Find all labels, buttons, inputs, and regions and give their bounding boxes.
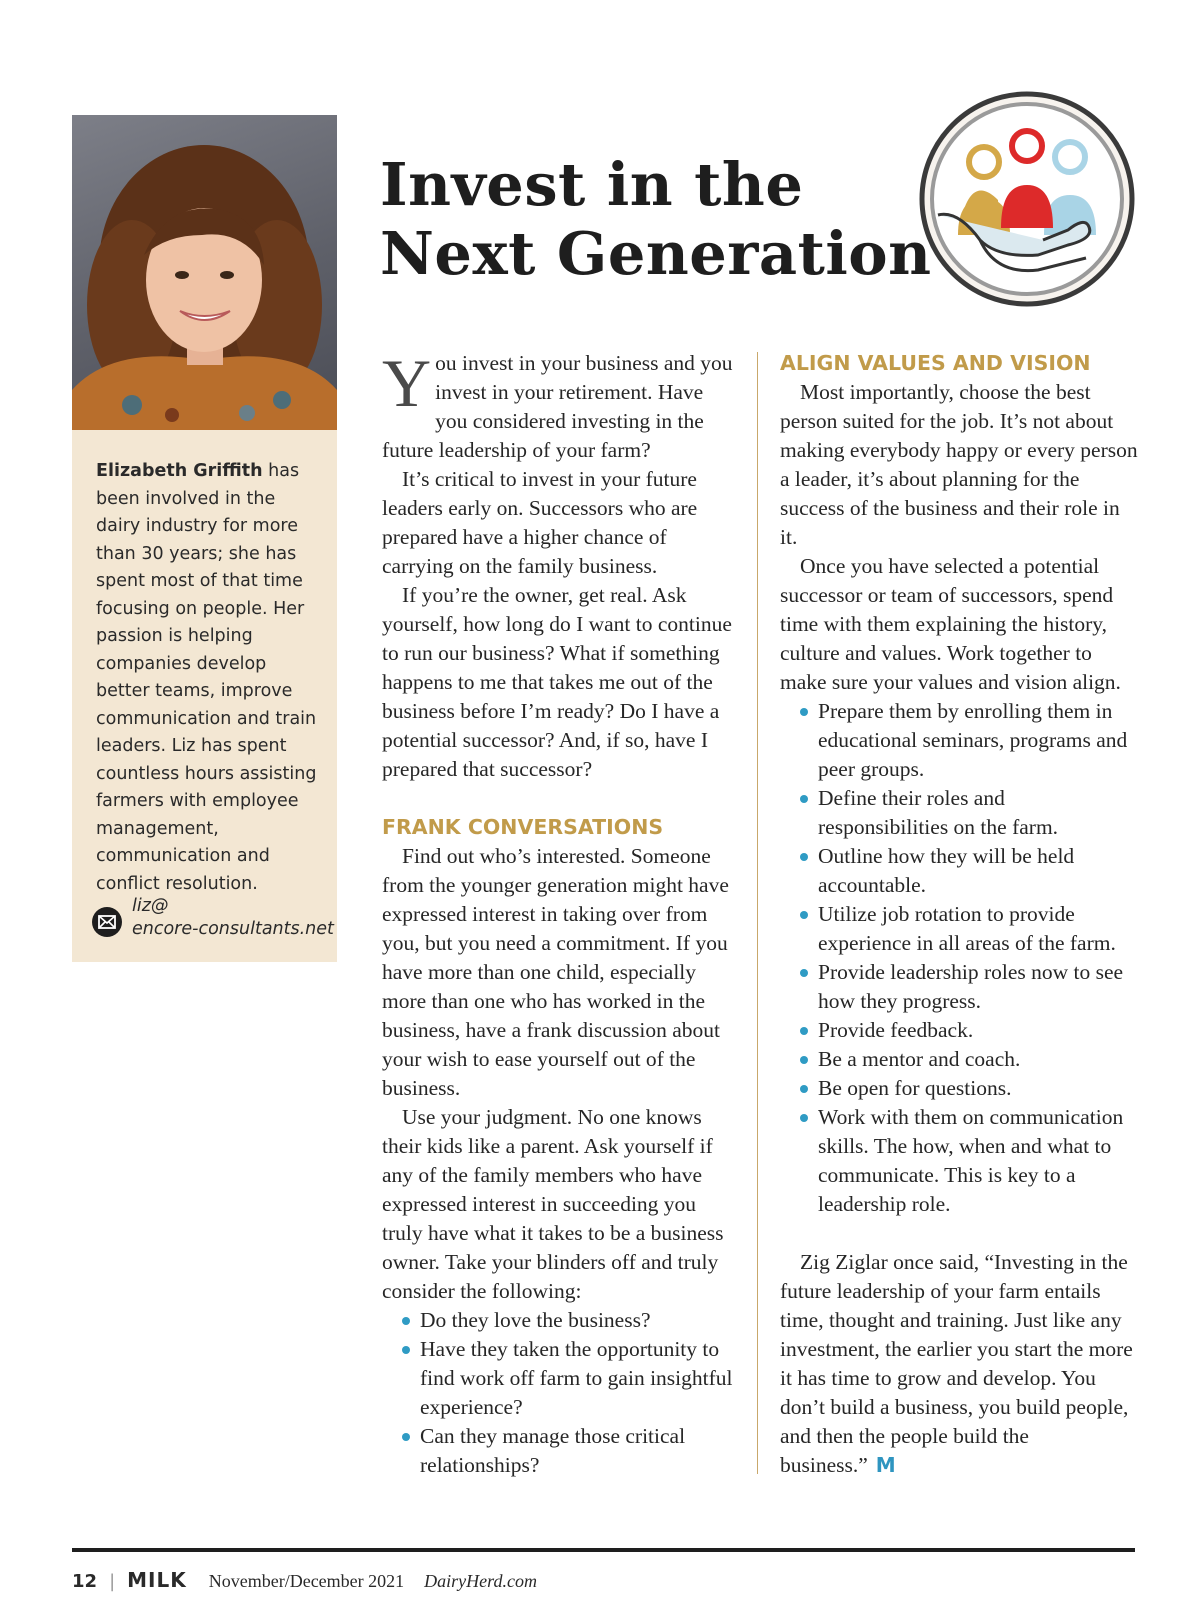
envelope-icon: [92, 907, 122, 937]
footer-rule: [72, 1548, 1135, 1552]
section-heading-align-values: ALIGN VALUES AND VISION: [780, 351, 1091, 375]
body-paragraph: If you’re the owner, get real. Ask yourself, how long do I want to continue to run our business? What if something happens to me that takes me out of the business before I’m ready? Do I have a potential successor? And, if so, have I prepared that successor?: [382, 583, 732, 781]
author-name: Elizabeth Griffith: [96, 461, 263, 481]
title-line-2: Next Generation: [380, 219, 932, 288]
list-item: Can they manage those critical relationships?: [420, 1422, 740, 1480]
title-line-1: Invest in the: [380, 150, 804, 219]
article-column-2: [780, 349, 1140, 1480]
issue-date: November/December 2021: [208, 1571, 405, 1591]
footer-separator: |: [109, 1571, 116, 1592]
body-paragraph: Find out who’s interested. Someone from the younger generation might have expressed interest in taking over from you, but you need a commitment. If you have more than one child, especially more than one who has worked in the business, have a frank discussion about your wish to ease yourself out of the business.: [382, 844, 729, 1100]
page-number: 12: [72, 1571, 98, 1592]
author-bio-text: has been involved in the dairy industry for more than 30 years; she has spent most of that time focusing on people. Her passion is helping companies develop better teams, improve communication and train leaders. Liz has spent countless hours assisting farmers with employee management, communication and conflict resolution.: [96, 461, 317, 894]
drop-cap: Y: [382, 345, 432, 421]
list-item: Define their roles and responsibilities on the farm.: [818, 784, 1140, 842]
list-item: Outline how they will be held accountable.: [818, 842, 1140, 900]
intro-text: ou invest in your business and you invest in your retirement. Have you considered investing in the future leadership of your farm?: [382, 351, 733, 462]
website-link[interactable]: DairyHerd.com: [424, 1571, 537, 1591]
end-mark-icon: M: [875, 1453, 896, 1477]
author-email[interactable]: [132, 895, 334, 941]
list-item: Be a mentor and coach.: [818, 1045, 1140, 1074]
list-item: Utilize job rotation to provide experience in all areas of the farm.: [818, 900, 1140, 958]
intro-paragraph: [382, 345, 740, 465]
author-bio: [96, 458, 317, 898]
article-title: [380, 150, 932, 288]
bullet-list: [780, 697, 1140, 1219]
list-item: Be open for questions.: [818, 1074, 1140, 1103]
article-column-1: [382, 345, 740, 1480]
people-hand-logo-icon: [918, 90, 1136, 308]
page-footer: [72, 1568, 537, 1592]
list-item: Provide leadership roles now to see how they progress.: [818, 958, 1140, 1016]
body-paragraph: Most importantly, choose the best person suited for the job. It’s not about making everybody happy or every person a leader, it’s about planning for the success of the business and their role in it.: [780, 380, 1138, 549]
author-contact: [92, 895, 334, 941]
list-item: Work with them on communication skills. The how, when and what to communicate. This is key to a leadership role.: [818, 1103, 1140, 1219]
email-line-1: liz@: [132, 896, 169, 916]
section-heading-frank-conversations: FRANK CONVERSATIONS: [382, 815, 664, 839]
author-bio-box: [72, 430, 337, 962]
list-item: Provide feedback.: [818, 1016, 1140, 1045]
list-item: Have they taken the opportunity to find work off farm to gain insightful experience?: [420, 1335, 740, 1422]
magazine-logo: MILK: [127, 1568, 187, 1592]
body-paragraph: Use your judgment. No one knows their kids like a parent. Ask yourself if any of the family members who have expressed interest in succeeding you truly have what it takes to be a business owner. Take your blinders off and truly consider the following:: [382, 1105, 724, 1303]
closing-quote: Zig Ziglar once said, “Investing in the future leadership of your farm entails time, thought and training. Just like any investment, the earlier you start the more it has time to grow and develop. You don’t build a business, you build people, and then the people build the business.”: [780, 1250, 1133, 1477]
author-photo: [72, 115, 337, 430]
body-paragraph: It’s critical to invest in your future leaders early on. Successors who are prepared have a higher chance of carrying on the family business.: [382, 467, 698, 578]
list-item: Do they love the business?: [420, 1306, 740, 1335]
list-item: Prepare them by enrolling them in educational seminars, programs and peer groups.: [818, 697, 1140, 784]
column-divider: [757, 352, 758, 1474]
bullet-list: [382, 1306, 740, 1480]
email-line-2: encore-consultants.net: [132, 919, 334, 939]
closing-paragraph: [780, 1248, 1140, 1480]
body-paragraph: Once you have selected a potential successor or team of successors, spend time with them explaining the history, culture and values. Work together to make sure your values and vision align.: [780, 554, 1121, 694]
